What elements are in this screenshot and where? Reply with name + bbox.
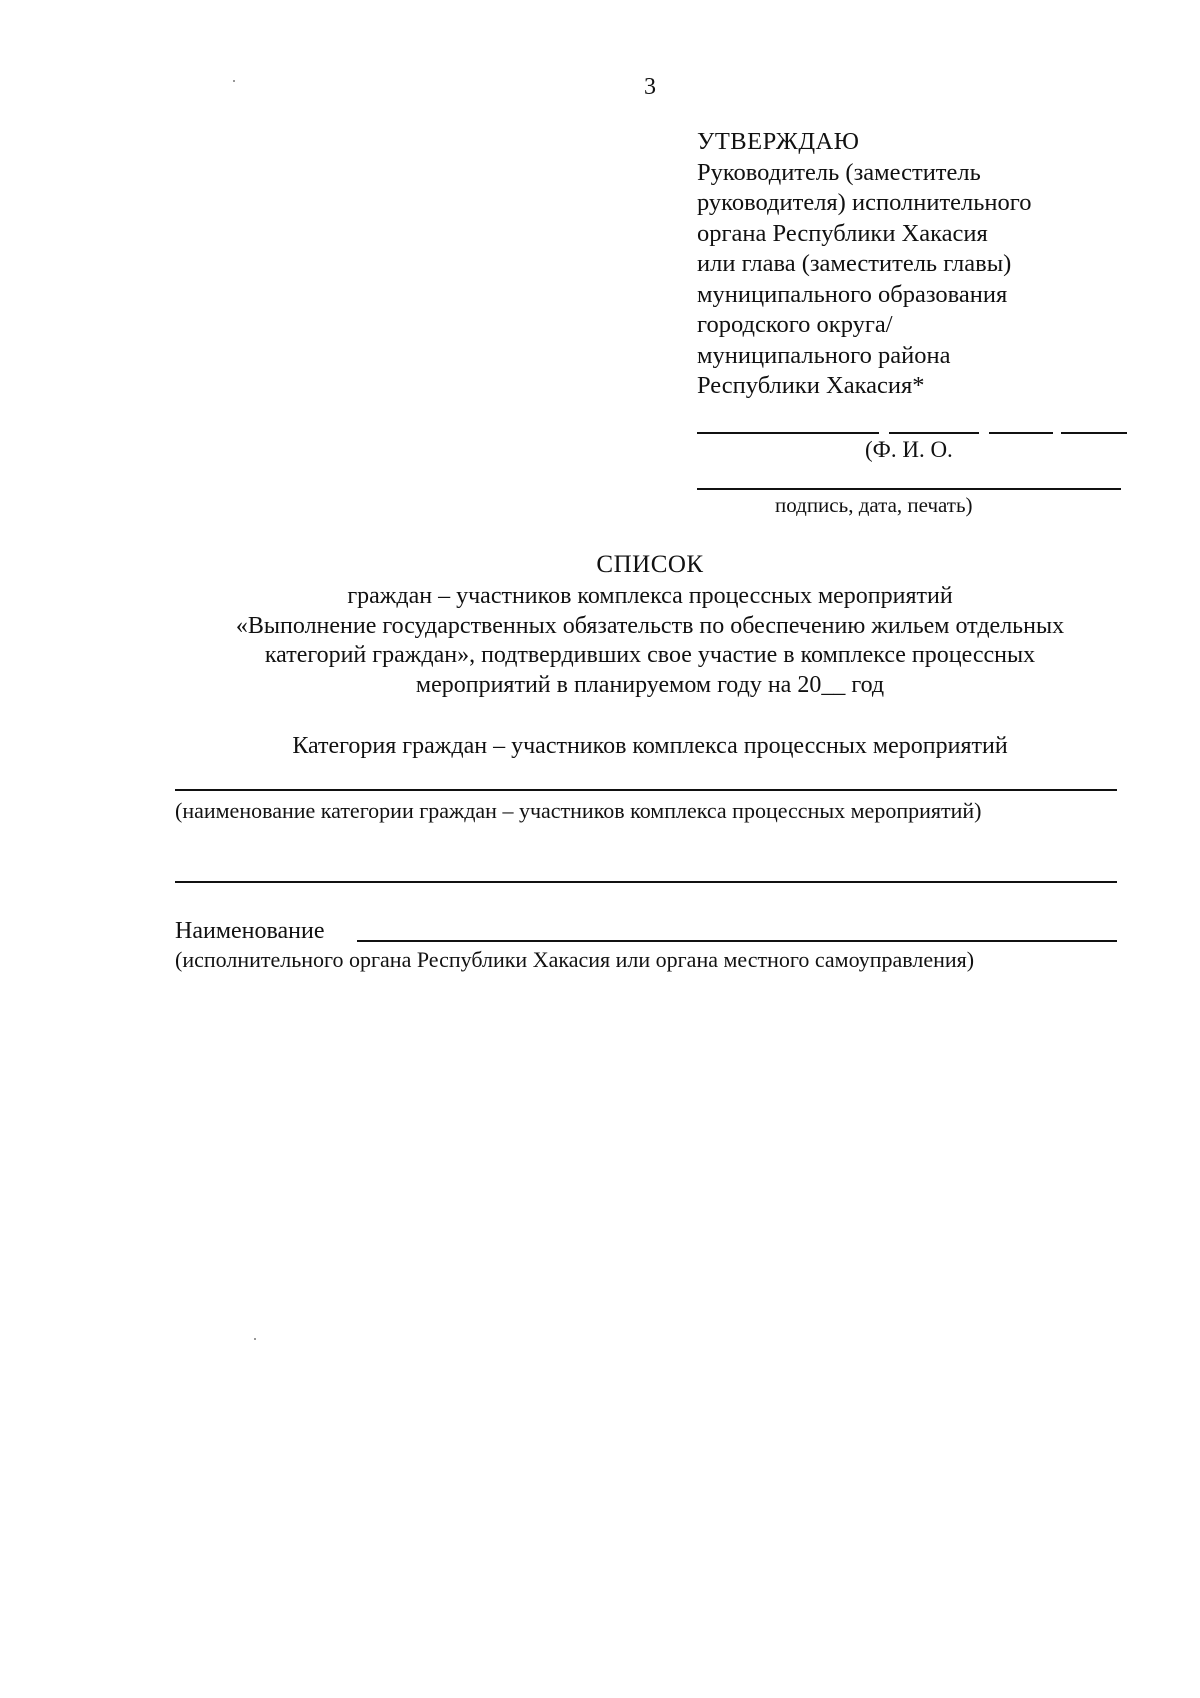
name-blank-line	[357, 940, 1117, 942]
fio-blank-segment	[1061, 432, 1127, 434]
name-label: Наименование	[175, 918, 325, 944]
name-row	[175, 918, 325, 945]
subtitle-line: «Выполнение государственных обязательств по обеспечению жильем отдельных	[235, 612, 1065, 639]
document-subtitle	[150, 582, 1150, 700]
approval-line: или глава (заместитель главы)	[697, 250, 1012, 277]
document-title: СПИСОК	[596, 551, 704, 578]
approval-title: УТВЕРЖДАЮ	[697, 128, 860, 155]
signature-blank-line	[697, 488, 1121, 490]
subtitle-line: граждан – участников комплекса процессных мероприятий	[347, 583, 953, 609]
approval-line: муниципального района	[697, 341, 951, 369]
approval-line: Республики Хакасия*	[697, 372, 925, 399]
signature-label: подпись, дата, печать)	[775, 493, 973, 517]
fio-label: (Ф. И. О.	[865, 437, 953, 462]
category-blank-line	[175, 789, 1117, 791]
fio-blank-segment	[989, 432, 1053, 434]
extra-blank-line	[175, 881, 1117, 883]
category-caption: (наименование категории граждан – участников комплекса процессных мероприятий)	[175, 798, 982, 823]
fio-blank-segment	[697, 432, 879, 434]
fio-blank-segment	[889, 432, 979, 434]
name-caption: (исполнительного органа Республики Хакасия или органа местного самоуправления)	[175, 947, 975, 972]
subtitle-line: категорий граждан», подтвердивших свое участие в комплексе процессных	[264, 642, 1036, 668]
approval-block	[697, 127, 1137, 402]
fio-blank-line	[697, 432, 1127, 434]
approval-line: муниципального образования	[697, 280, 1008, 308]
approval-line: органа Республики Хакасия	[697, 219, 988, 247]
page-number: 3	[644, 74, 656, 100]
scan-speck	[254, 1338, 256, 1340]
approval-line: городского округа/	[697, 311, 893, 338]
approval-line: Руководитель (заместитель	[697, 158, 981, 186]
subtitle-line: мероприятий в планируемом году на 20__ год	[415, 671, 885, 698]
approval-line: руководителя) исполнительного	[697, 189, 1032, 216]
category-heading: Категория граждан – участников комплекса процессных мероприятий	[292, 733, 1008, 759]
scan-speck	[233, 80, 235, 82]
